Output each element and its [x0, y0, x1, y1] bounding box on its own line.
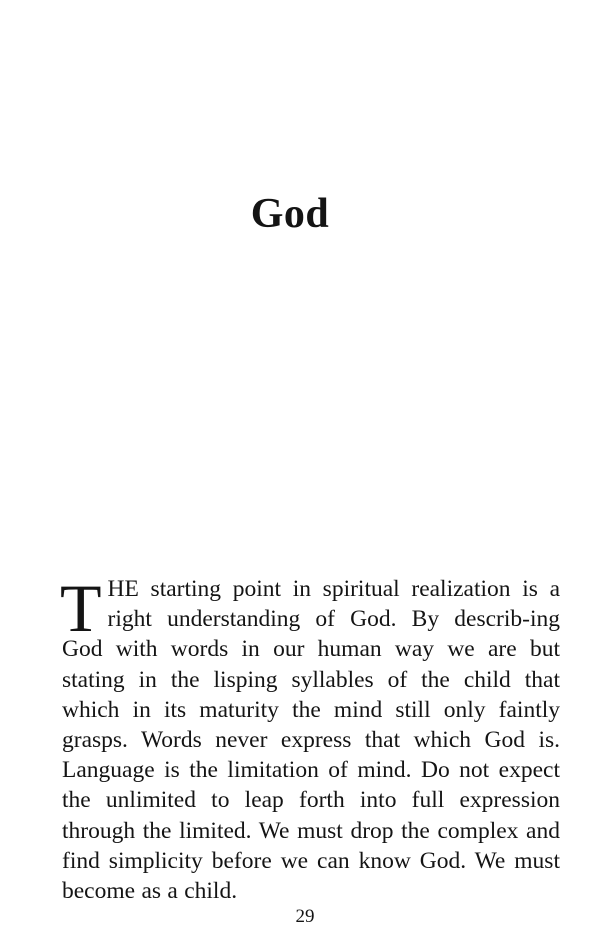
- chapter-title: God: [250, 191, 330, 237]
- body-paragraph: [60, 570, 560, 906]
- drop-cap: T: [60, 570, 102, 646]
- paragraph-text: HE starting point in spiritual realization is a right understanding of God. By describ-ing God with words in our human way we are but stating in the lisping syllables of the child that which in its maturity the mind still only faintly grasps. Words never express that which God is. Language is the limitation of mind. Do not expect the unlimited to leap forth into full expression through the limited. We must drop the complex and find simplicity before we can know God. We must become as a child.: [62, 576, 560, 905]
- page-number: 29: [295, 906, 315, 927]
